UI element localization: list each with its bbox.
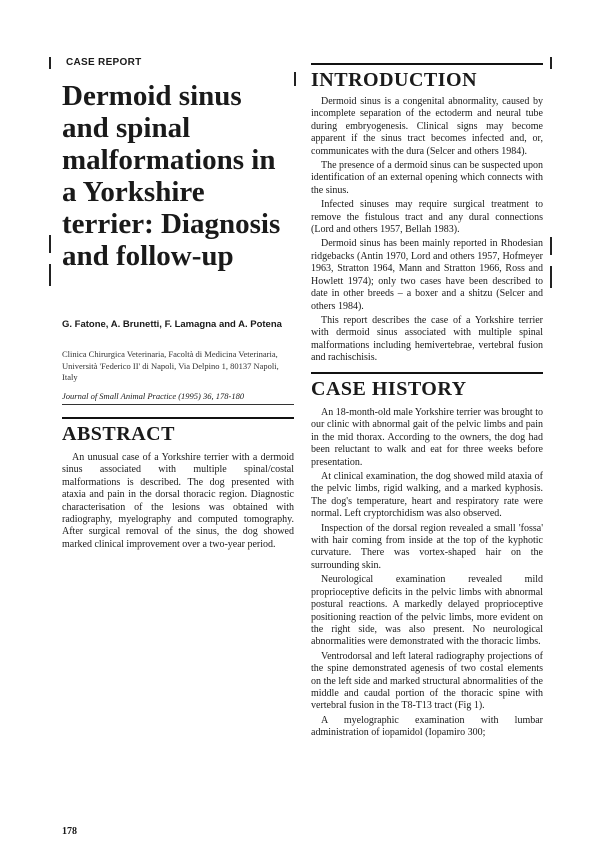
abstract-heading: ABSTRACT bbox=[62, 417, 294, 446]
case-history-body bbox=[311, 407, 543, 742]
abstract-body bbox=[62, 452, 294, 553]
article-title: Dermoid sinus and spinal malformations in a Yorkshire terrier: Diagnosis and follow-up bbox=[62, 80, 281, 272]
authors: G. Fatone, A. Brunetti, F. Lamagna and A. Potena bbox=[62, 319, 282, 330]
case-history-heading: CASE HISTORY bbox=[311, 372, 543, 401]
intro-paragraph: The presence of a dermoid sinus can be suspected upon identification of an external opening which connects with the sinus. bbox=[311, 160, 543, 196]
case-paragraph: Neurological examination revealed mild proprioceptive deficits in the pelvic limbs with abnormal postural reactions. A markedly delayed proprioceptive positioning reaction of the pelvic limbs, more evident on the right side, was also present. No neurological abnormalities were demonstrated with the thoracic limbs. bbox=[311, 574, 543, 648]
case-paragraph: Inspection of the dorsal region revealed a small 'fossa' with hair coming from inside at the top of the kyphotic curvature. There was vortex-shaped hair on the surrounding skin. bbox=[311, 522, 543, 571]
margin-mark bbox=[550, 57, 552, 69]
case-paragraph: At clinical examination, the dog showed mild ataxia of the pelvic limbs, rigid walking, and a marked kyphosis. The dog's temperature, heart and respiratory rate were normal. Left cryptorchidism was also observed. bbox=[311, 471, 543, 520]
intro-paragraph: Infected sinuses may require surgical treatment to remove the fistulous tract and any dural connections (Lord and others 1957, Bellah 1983). bbox=[311, 199, 543, 236]
intro-paragraph: Dermoid sinus is a congenital abnormality, caused by incomplete separation of the ectoderm and neural tube during embryogenesis. Clinical signs may become apparent if the sinus tract becomes infected and, or, communicates with the dura (Selcer and others 1984). bbox=[311, 96, 543, 157]
case-paragraph: Ventrodorsal and left lateral radiography projections of the spine demonstrated agenesis of two costal elements on the left side and marked structural abnormalities of the middle and caudal portion of the thoracic spine with vertebral fusion in the T8-T13 tract (Fig 1). bbox=[311, 650, 543, 712]
case-paragraph: A myelographic examination with lumbar administration of iopamidol (Iopamiro 300; bbox=[311, 714, 543, 739]
journal-reference: Journal of Small Animal Practice (1995) 36, 178-180 bbox=[62, 391, 294, 405]
affiliation: Clinica Chirurgica Veterinaria, Facoltà di Medicina Veterinaria, Università 'Federico II' di Napoli, Via Delpino 1, 80137 Napoli, Italy bbox=[62, 349, 279, 382]
case-paragraph: An 18-month-old male Yorkshire terrier was brought to our clinic with abnormal gait of the pelvic limbs and pain in the mid thorax. According to the owners, the dog had been reluctant to walk and eat for three weeks before presentation. bbox=[311, 407, 543, 468]
margin-mark bbox=[550, 237, 552, 255]
margin-mark bbox=[550, 266, 552, 288]
abstract-paragraph: An unusual case of a Yorkshire terrier with a dermoid sinus associated with multiple spinal/costal malformations is described. The dog presented with ataxia and pain in the dorsal thoracic region. Diagnostic characterisation of the lesions was obtained with radiography, myelography and computed tomography. After surgical removal of the sinus, the dog showed marked clinical improvement over a two-year period. bbox=[62, 452, 294, 550]
introduction-heading: INTRODUCTION bbox=[311, 63, 543, 92]
margin-mark bbox=[49, 57, 51, 69]
introduction-body bbox=[311, 96, 543, 367]
intro-paragraph: This report describes the case of a Yorkshire terrier with dermoid sinus associated with multiple spinal malformations including hemivertebrae, vertebral fusion and rachischisis. bbox=[311, 314, 543, 364]
section-label: CASE REPORT bbox=[66, 57, 142, 68]
intro-paragraph: Dermoid sinus has been mainly reported in Rhodesian ridgebacks (Antin 1970, Lord and others 1957, Hofmeyer 1963, Stratton 1964, Mann and Stratton 1966, Ross and Howlett 1974); only two cases have been described to date in other breeds – a boxer and a shitzu (Selcer and others 1984). bbox=[311, 238, 543, 312]
page-number: 178 bbox=[62, 826, 77, 837]
margin-mark bbox=[49, 264, 51, 286]
margin-mark bbox=[49, 235, 51, 253]
margin-mark bbox=[294, 72, 296, 86]
